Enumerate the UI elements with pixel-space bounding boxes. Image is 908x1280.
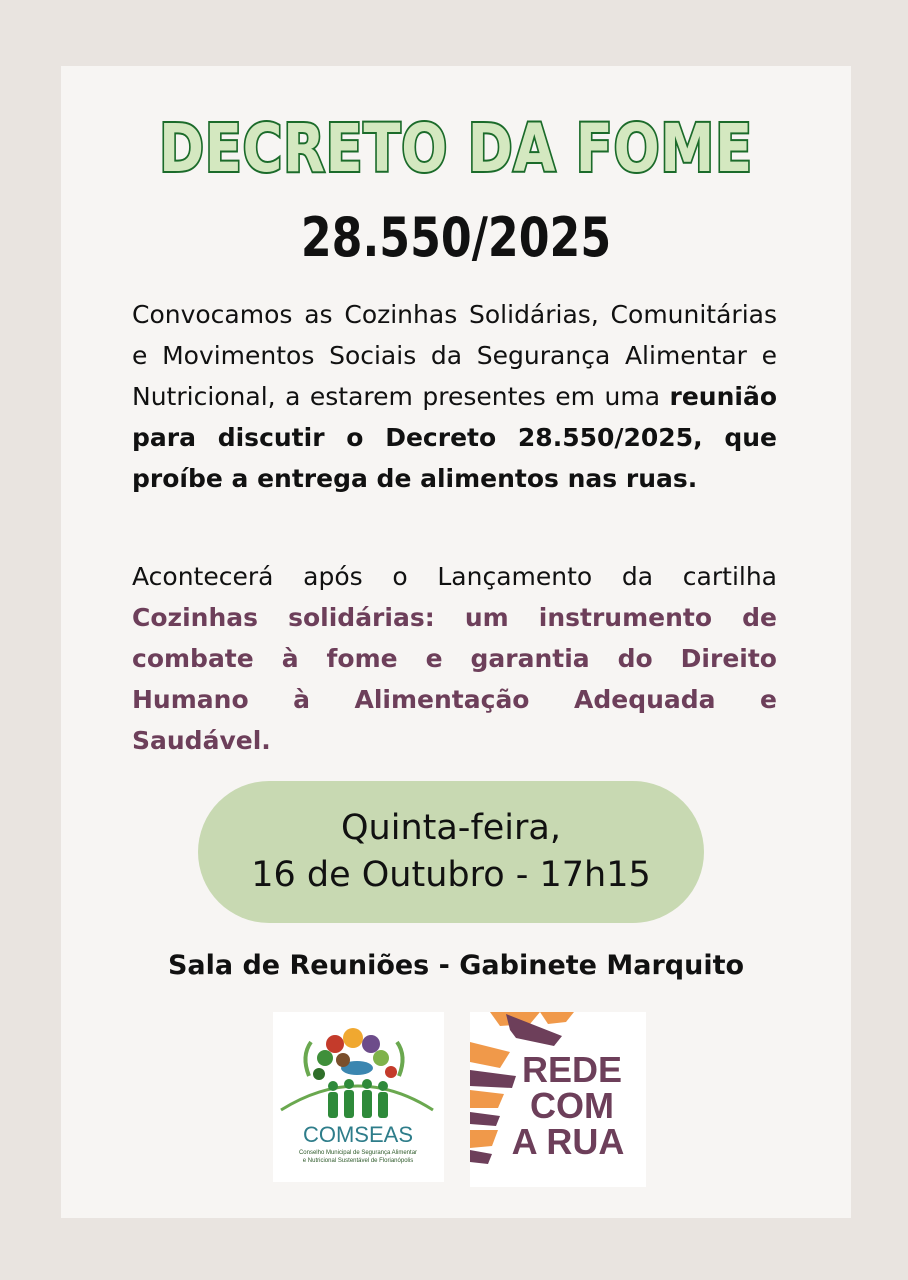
comseas-logo — [273, 1012, 444, 1182]
date-time: 16 de Outubro - 17h15 — [251, 855, 651, 895]
rede-com-a-rua-emblem-icon — [470, 1012, 646, 1187]
comseas-caption-1: Conselho Municipal de Segurança Alimentar — [298, 1150, 418, 1156]
weekday: Quinta-feira, — [341, 808, 561, 848]
comseas-name: COMSEAS — [302, 1122, 414, 1147]
venue: Sala de Reuniões - Gabinete Marquito — [167, 950, 745, 981]
launch-text: Acontecerá após o Lançamento da cartilha — [132, 562, 777, 591]
flyer-card — [61, 66, 851, 1218]
rede-line-2: COM — [530, 1085, 614, 1126]
rede-line-3: A RUA — [511, 1121, 625, 1162]
invitation-paragraph — [132, 294, 777, 499]
invitation-bold-text: reunião para discutir o Decreto 28.550/2025, que proíbe a entrega de alimentos nas ruas. — [132, 382, 777, 493]
rede-line-1: REDE — [521, 1049, 623, 1090]
date-time-badge — [198, 781, 704, 923]
booklet-title: Cozinhas solidárias: um instrumento de combate à fome e garantia do Direito Humano à Alimentação Adequada e Saudável. — [132, 603, 777, 755]
launch-paragraph — [132, 556, 777, 761]
rede-com-a-rua-logo — [470, 1012, 646, 1187]
invitation-text: Convocamos as Cozinhas Solidárias, Comunitárias e Movimentos Sociais da Segurança Alimentar e Nutricional, a estarem presentes em uma — [132, 300, 777, 411]
comseas-caption-2: e Nutricional Sustentável de Florianópolis — [302, 1158, 414, 1164]
comseas-emblem-icon — [273, 1012, 444, 1182]
decree-number: 28.550/2025 — [300, 206, 612, 269]
flyer-title: DECRETO DA FOME — [159, 110, 753, 187]
